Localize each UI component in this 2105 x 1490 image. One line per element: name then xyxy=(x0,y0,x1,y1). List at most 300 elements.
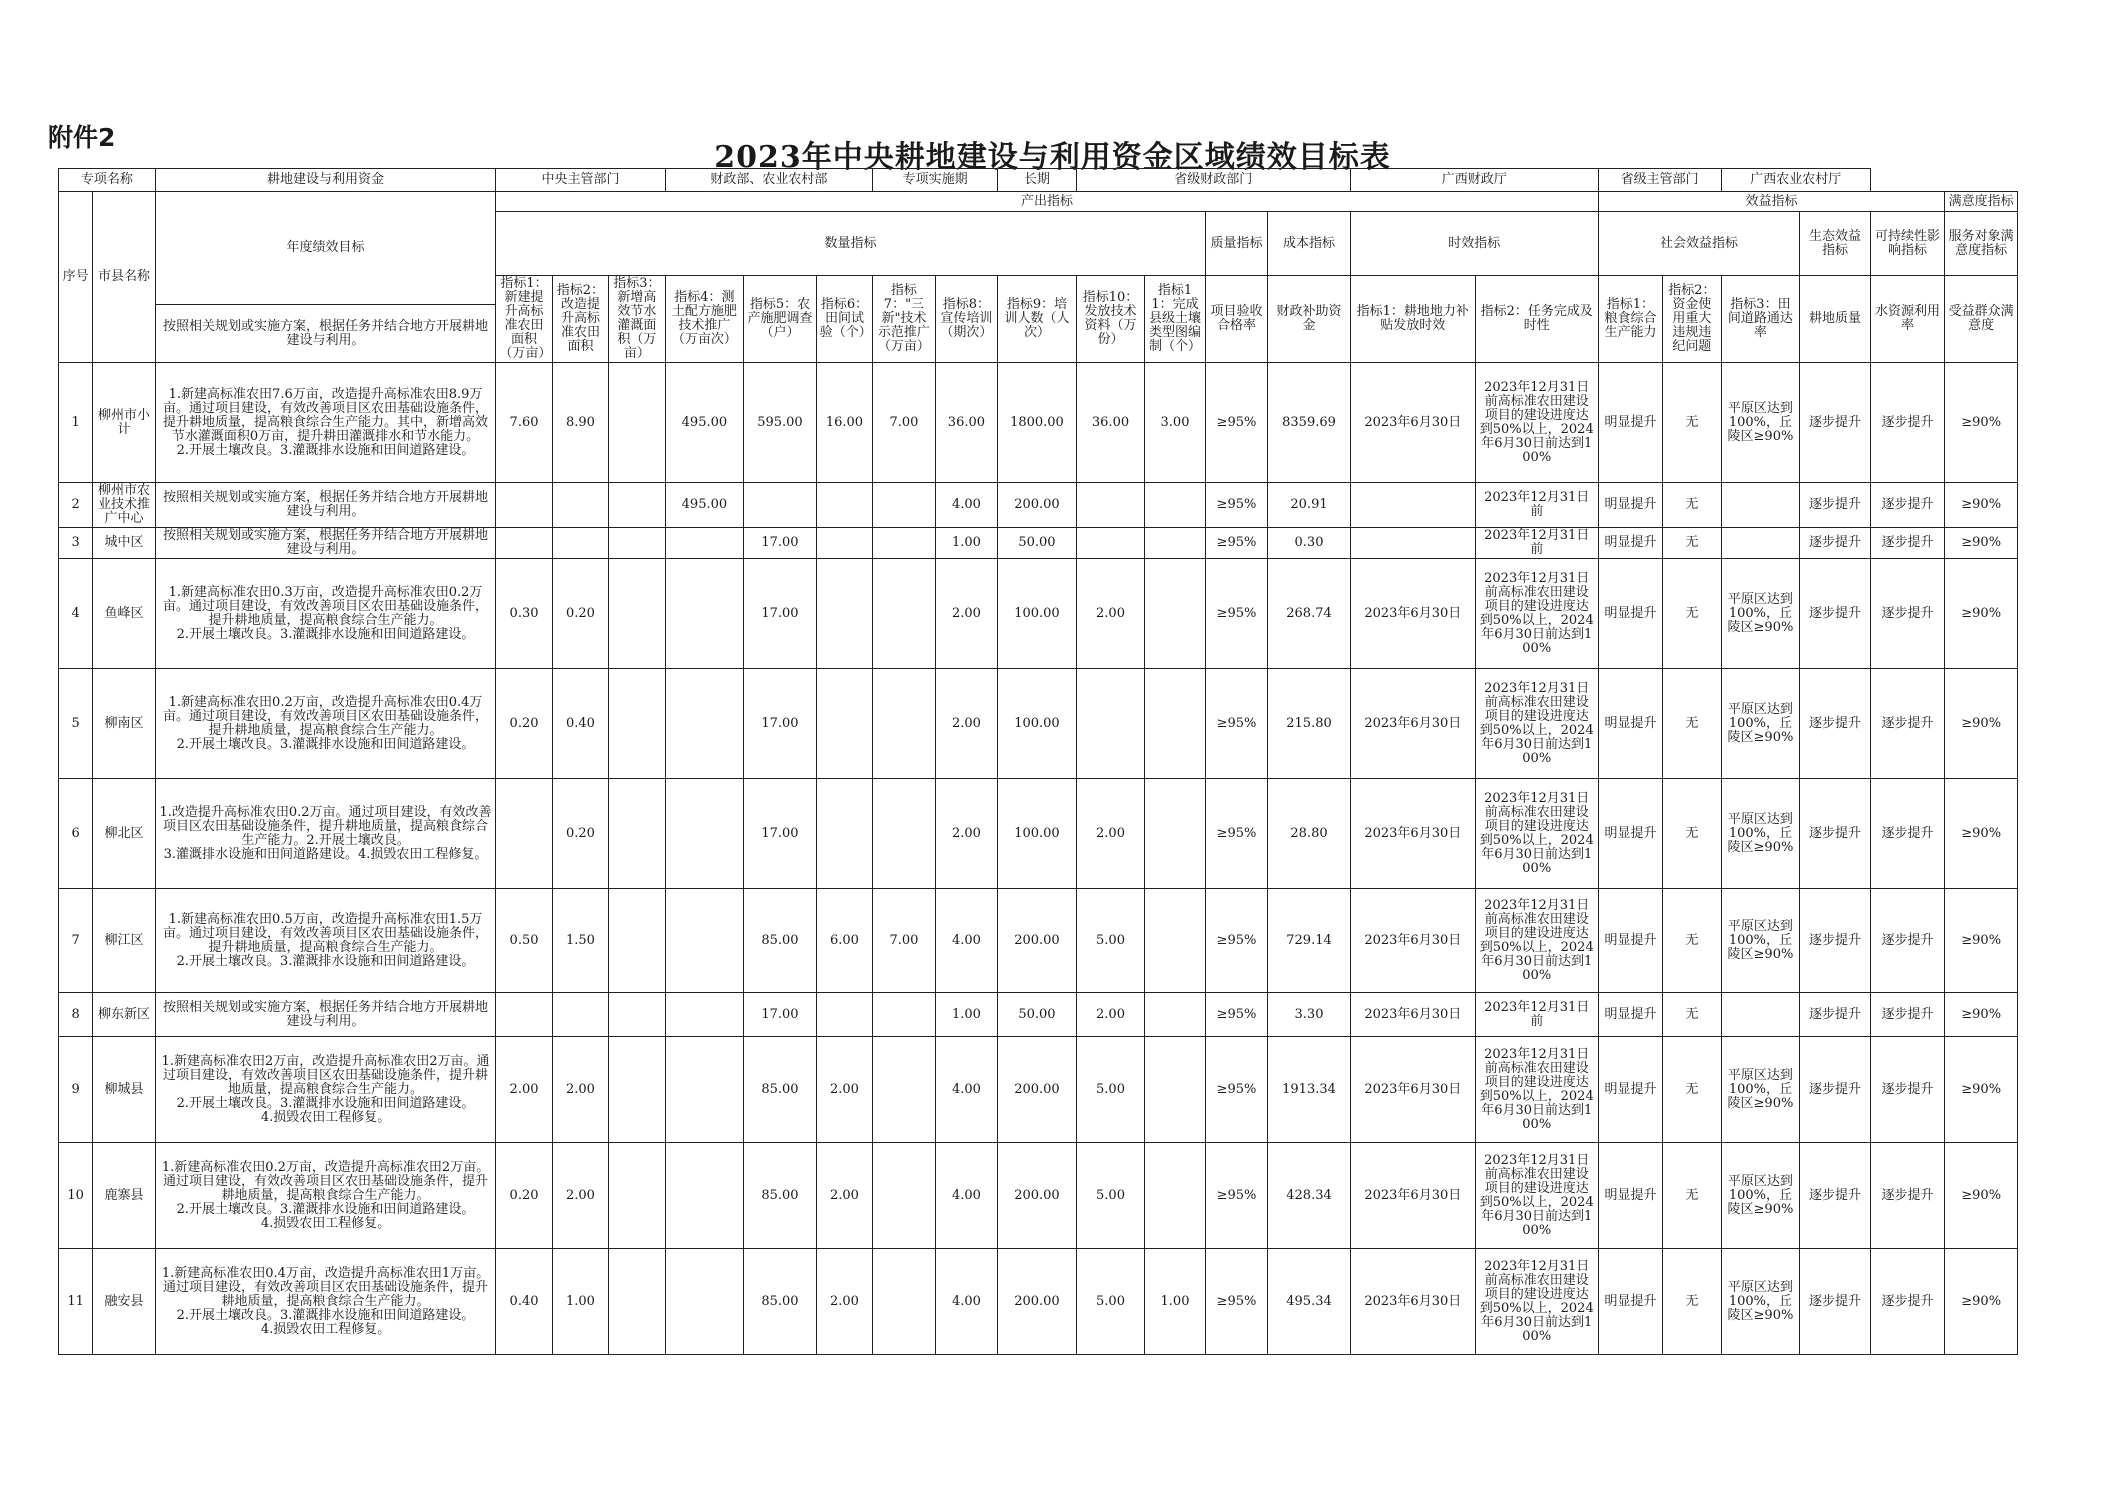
row-seq: 6 xyxy=(59,779,93,889)
row-social2: 无 xyxy=(1663,669,1721,779)
row-social3: 平原区达到100%，丘陵区≥90% xyxy=(1721,779,1800,889)
row-seq: 1 xyxy=(59,363,93,483)
table-row xyxy=(59,779,2018,889)
quantity-header: 数量指标 xyxy=(496,212,1205,276)
row-ind6 xyxy=(816,483,872,528)
cost-ind-header: 财政补助资金 xyxy=(1268,276,1351,363)
row-ind1: 0.30 xyxy=(496,559,552,669)
row-ind10: 5.00 xyxy=(1076,889,1145,993)
row-ind3 xyxy=(609,1249,665,1355)
row-ind3 xyxy=(609,528,665,559)
row-ind8: 4.00 xyxy=(935,1143,997,1249)
row-ind4 xyxy=(665,1037,744,1143)
row-time2: 2023年12月31日前高标准农田建设项目的建设进度达到50%以上，2024年6月30日前达到100% xyxy=(1475,1143,1598,1249)
row-quality: ≥95% xyxy=(1205,363,1267,483)
row-ind2: 8.90 xyxy=(552,363,608,483)
page-title: 2023年中央耕地建设与利用资金区域绩效目标表 xyxy=(714,140,1391,175)
row-goal: 1.新建高标准农田0.2万亩，改造提升高标准农田2万亩。通过项目建设，有效改善项目区农田基础设施条件，提升耕地质量，提高粮食综合生产能力。 2.开展土壤改良。3.灌溉排水设施和田间道路建设。 4.损毁农田工程修复。 xyxy=(155,1143,496,1249)
row-time1: 2023年6月30日 xyxy=(1350,1143,1475,1249)
row-ind6 xyxy=(816,528,872,559)
row-goal: 按照相关规划或实施方案，根据任务并结合地方开展耕地建设与利用。 xyxy=(155,528,496,559)
period: 长期 xyxy=(998,169,1077,192)
row-county: 融安县 xyxy=(93,1249,155,1355)
service-ind-header: 受益群众满意度 xyxy=(1945,276,2018,363)
row-satisfaction: ≥90% xyxy=(1945,889,2018,993)
row-goal: 1.改造提升高标准农田0.2万亩。通过项目建设，有效改善项目区农田基础设施条件，提升耕地质量，提高粮食综合生产能力。2.开展土壤改良。 3.灌溉排水设施和田间道路建设。4.损毁农田工程修复。 xyxy=(155,779,496,889)
row-ind8: 4.00 xyxy=(935,1249,997,1355)
row-time2: 2023年12月31日前高标准农田建设项目的建设进度达到50%以上，2024年6月30日前达到100% xyxy=(1475,1249,1598,1355)
row-ind2 xyxy=(552,993,608,1037)
row-social3: 平原区达到100%，丘陵区≥90% xyxy=(1721,1143,1800,1249)
row-ind10: 5.00 xyxy=(1076,1037,1145,1143)
row-ind5: 85.00 xyxy=(744,1037,817,1143)
row-goal: 1.新建高标准农田0.5万亩，改造提升高标准农田1.5万亩。通过项目建设，有效改善项目区农田基础设施条件，提升耕地质量，提高粮食综合生产能力。 2.开展土壤改良。3.灌溉排水设施和田间道路建设。 xyxy=(155,889,496,993)
row-goal: 1.新建高标准农田0.4万亩，改造提升高标准农田1万亩。通过项目建设，有效改善项目区农田基础设施条件，提升耕地质量，提高粮食综合生产能力。 2.开展土壤改良。3.灌溉排水设施和田间道路建设。 4.损毁农田工程修复。 xyxy=(155,1249,496,1355)
row-ind6: 2.00 xyxy=(816,1249,872,1355)
quality-header: 质量指标 xyxy=(1205,212,1267,276)
row-time2: 2023年12月31日前 xyxy=(1475,993,1598,1037)
row-social2: 无 xyxy=(1663,993,1721,1037)
row-ind1: 7.60 xyxy=(496,363,552,483)
row-ind8: 4.00 xyxy=(935,1037,997,1143)
row-county: 柳南区 xyxy=(93,669,155,779)
row-seq: 2 xyxy=(59,483,93,528)
quality-ind-header: 项目验收合格率 xyxy=(1205,276,1267,363)
row-ind5: 17.00 xyxy=(744,779,817,889)
row-cost: 428.34 xyxy=(1268,1143,1351,1249)
prov-finance-label: 省级财政部门 xyxy=(1076,169,1350,192)
row-ind4: 495.00 xyxy=(665,483,744,528)
row-ind9: 200.00 xyxy=(998,889,1077,993)
row-satisfaction: ≥90% xyxy=(1945,993,2018,1037)
row-county: 柳州市小计 xyxy=(93,363,155,483)
row-ind6: 2.00 xyxy=(816,1143,872,1249)
row-ind11: 1.00 xyxy=(1145,1249,1205,1355)
project-name-label: 专项名称 xyxy=(59,169,156,192)
row-social1: 明显提升 xyxy=(1598,483,1662,528)
row-county: 柳江区 xyxy=(93,889,155,993)
row-time1: 2023年6月30日 xyxy=(1350,363,1475,483)
row-time1: 2023年6月30日 xyxy=(1350,669,1475,779)
row-ind3 xyxy=(609,889,665,993)
ind6-header: 指标6：田间试验（个） xyxy=(816,276,872,363)
row-ind2: 0.20 xyxy=(552,559,608,669)
goal-header: 年度绩效目标 xyxy=(155,192,496,305)
ind1-header: 指标1：新建提升高标准农田面积（万亩） xyxy=(496,276,552,363)
timeliness-header: 时效指标 xyxy=(1350,212,1598,276)
row-ind9: 50.00 xyxy=(998,528,1077,559)
row-social2: 无 xyxy=(1663,559,1721,669)
row-time2: 2023年12月31日前高标准农田建设项目的建设进度达到50%以上，2024年6月30日前达到100% xyxy=(1475,669,1598,779)
row-satisfaction: ≥90% xyxy=(1945,363,2018,483)
row-ind7 xyxy=(873,483,935,528)
row-county: 柳城县 xyxy=(93,1037,155,1143)
service-header: 服务对象满意度指标 xyxy=(1945,212,2018,276)
social-header: 社会效益指标 xyxy=(1598,212,1800,276)
row-cost: 495.34 xyxy=(1268,1249,1351,1355)
row-sustainable: 逐步提升 xyxy=(1870,363,1945,483)
row-ind7 xyxy=(873,779,935,889)
row-quality: ≥95% xyxy=(1205,1143,1267,1249)
row-cost: 215.80 xyxy=(1268,669,1351,779)
row-ind2: 2.00 xyxy=(552,1143,608,1249)
row-ind2: 0.20 xyxy=(552,779,608,889)
row-social2: 无 xyxy=(1663,1249,1721,1355)
row-goal: 1.新建高标准农田2万亩，改造提升高标准农田2万亩。通过项目建设，有效改善项目区农田基础设施条件，提升耕地质量，提高粮食综合生产能力。 2.开展土壤改良。3.灌溉排水设施和田间道路建设。 4.损毁农田工程修复。 xyxy=(155,1037,496,1143)
row-cost: 3.30 xyxy=(1268,993,1351,1037)
satisfaction-header: 满意度指标 xyxy=(1945,192,2018,212)
row-quality: ≥95% xyxy=(1205,993,1267,1037)
row-time2: 2023年12月31日前高标准农田建设项目的建设进度达到50%以上，2024年6月30日前达到100% xyxy=(1475,363,1598,483)
row-ind4 xyxy=(665,528,744,559)
row-ind11 xyxy=(1145,1037,1205,1143)
row-ind9: 200.00 xyxy=(998,1037,1077,1143)
row-ind11 xyxy=(1145,779,1205,889)
table-row xyxy=(59,1249,2018,1355)
row-cost: 268.74 xyxy=(1268,559,1351,669)
social-ind2-header: 指标2：资金使用重大违规违纪问题 xyxy=(1663,276,1721,363)
row-ind3 xyxy=(609,1037,665,1143)
row-cost: 28.80 xyxy=(1268,779,1351,889)
row-quality: ≥95% xyxy=(1205,1249,1267,1355)
row-sustainable: 逐步提升 xyxy=(1870,993,1945,1037)
row-ecological: 逐步提升 xyxy=(1800,889,1871,993)
row-time2: 2023年12月31日前 xyxy=(1475,483,1598,528)
cost-header: 成本指标 xyxy=(1268,212,1351,276)
row-ind9: 200.00 xyxy=(998,483,1077,528)
sustain-ind-header: 水资源利用率 xyxy=(1870,276,1945,363)
row-social1: 明显提升 xyxy=(1598,1037,1662,1143)
row-social3: 平原区达到100%，丘陵区≥90% xyxy=(1721,889,1800,993)
row-ecological: 逐步提升 xyxy=(1800,363,1871,483)
row-ind5 xyxy=(744,483,817,528)
row-ind10 xyxy=(1076,483,1145,528)
row-ecological: 逐步提升 xyxy=(1800,779,1871,889)
row-time2: 2023年12月31日前高标准农田建设项目的建设进度达到50%以上，2024年6月30日前达到100% xyxy=(1475,559,1598,669)
row-ecological: 逐步提升 xyxy=(1800,559,1871,669)
row-ind9: 100.00 xyxy=(998,559,1077,669)
row-ind1 xyxy=(496,993,552,1037)
row-quality: ≥95% xyxy=(1205,483,1267,528)
row-ind1 xyxy=(496,483,552,528)
seq-header: 序号 xyxy=(59,192,93,363)
row-social1: 明显提升 xyxy=(1598,889,1662,993)
row-time2: 2023年12月31日前高标准农田建设项目的建设进度达到50%以上，2024年6月30日前达到100% xyxy=(1475,1037,1598,1143)
row-ind10 xyxy=(1076,669,1145,779)
row-time1 xyxy=(1350,483,1475,528)
row-social2: 无 xyxy=(1663,889,1721,993)
row-time1: 2023年6月30日 xyxy=(1350,779,1475,889)
row-social2: 无 xyxy=(1663,1037,1721,1143)
prov-dept-label: 省级主管部门 xyxy=(1598,169,1721,192)
row-seq: 10 xyxy=(59,1143,93,1249)
row-ind5: 17.00 xyxy=(744,669,817,779)
row-ind2: 1.50 xyxy=(552,889,608,993)
row-social2: 无 xyxy=(1663,363,1721,483)
row-county: 柳北区 xyxy=(93,779,155,889)
row-ind7 xyxy=(873,993,935,1037)
row-county: 鹿寨县 xyxy=(93,1143,155,1249)
ecological-header: 生态效益指标 xyxy=(1800,212,1871,276)
row-ind9: 100.00 xyxy=(998,669,1077,779)
header-row-1 xyxy=(59,192,2018,212)
row-county: 城中区 xyxy=(93,528,155,559)
performance-table xyxy=(58,168,2018,1355)
row-cost: 8359.69 xyxy=(1268,363,1351,483)
row-cost: 729.14 xyxy=(1268,889,1351,993)
row-ind5: 17.00 xyxy=(744,993,817,1037)
row-ind7: 7.00 xyxy=(873,889,935,993)
goal-general: 按照相关规划或实施方案，根据任务并结合地方开展耕地建设与利用。 xyxy=(155,305,496,363)
row-satisfaction: ≥90% xyxy=(1945,483,2018,528)
row-ind6 xyxy=(816,993,872,1037)
row-ind8: 2.00 xyxy=(935,779,997,889)
row-ind2: 2.00 xyxy=(552,1037,608,1143)
central-dept-label: 中央主管部门 xyxy=(496,169,665,192)
row-county: 柳东新区 xyxy=(93,993,155,1037)
row-sustainable: 逐步提升 xyxy=(1870,483,1945,528)
social-ind1-header: 指标1：粮食综合生产能力 xyxy=(1598,276,1662,363)
row-satisfaction: ≥90% xyxy=(1945,559,2018,669)
table-row xyxy=(59,528,2018,559)
row-ind4 xyxy=(665,669,744,779)
row-ind10 xyxy=(1076,528,1145,559)
row-satisfaction: ≥90% xyxy=(1945,1037,2018,1143)
row-goal: 按照相关规划或实施方案，根据任务并结合地方开展耕地建设与利用。 xyxy=(155,993,496,1037)
row-ind1: 0.20 xyxy=(496,669,552,779)
project-name: 耕地建设与利用资金 xyxy=(155,169,496,192)
row-social1: 明显提升 xyxy=(1598,669,1662,779)
row-social3: 平原区达到100%，丘陵区≥90% xyxy=(1721,363,1800,483)
row-ind11 xyxy=(1145,889,1205,993)
row-social3: 平原区达到100%，丘陵区≥90% xyxy=(1721,559,1800,669)
row-ind8: 4.00 xyxy=(935,483,997,528)
row-seq: 11 xyxy=(59,1249,93,1355)
row-time1 xyxy=(1350,528,1475,559)
row-goal: 按照相关规划或实施方案，根据任务并结合地方开展耕地建设与利用。 xyxy=(155,483,496,528)
row-ind3 xyxy=(609,483,665,528)
row-social1: 明显提升 xyxy=(1598,363,1662,483)
row-ind2 xyxy=(552,483,608,528)
row-social1: 明显提升 xyxy=(1598,1143,1662,1249)
table-row xyxy=(59,1037,2018,1143)
row-ind10: 2.00 xyxy=(1076,993,1145,1037)
row-time1: 2023年6月30日 xyxy=(1350,889,1475,993)
row-ecological: 逐步提升 xyxy=(1800,483,1871,528)
row-ind3 xyxy=(609,559,665,669)
row-ind3 xyxy=(609,993,665,1037)
row-ind3 xyxy=(609,779,665,889)
row-ind2 xyxy=(552,528,608,559)
row-social1: 明显提升 xyxy=(1598,779,1662,889)
row-goal: 1.新建高标准农田7.6万亩，改造提升高标准农田8.9万亩。通过项目建设，有效改善项目区农田基础设施条件，提升耕地质量，提高粮食综合生产能力。其中，新增高效节水灌溉面积0万亩，提升耕田灌溉排水和节水能力。 2.开展土壤改良。3.灌溉排水设施和田间道路建设。 xyxy=(155,363,496,483)
row-seq: 5 xyxy=(59,669,93,779)
row-social3: 平原区达到100%，丘陵区≥90% xyxy=(1721,1037,1800,1143)
row-quality: ≥95% xyxy=(1205,669,1267,779)
ind11-header: 指标11：完成县级土壤类型图编制（个） xyxy=(1145,276,1205,363)
central-dept: 财政部、农业农村部 xyxy=(665,169,873,192)
row-social3 xyxy=(1721,528,1800,559)
row-ind6: 2.00 xyxy=(816,1037,872,1143)
row-ind11 xyxy=(1145,528,1205,559)
row-ind11 xyxy=(1145,559,1205,669)
row-ind5: 85.00 xyxy=(744,889,817,993)
row-ind4 xyxy=(665,1249,744,1355)
row-seq: 4 xyxy=(59,559,93,669)
row-ind9: 200.00 xyxy=(998,1143,1077,1249)
row-ind10: 2.00 xyxy=(1076,559,1145,669)
row-ind3 xyxy=(609,363,665,483)
row-ind5: 85.00 xyxy=(744,1143,817,1249)
ind5-header: 指标5：农产施肥调查（户） xyxy=(744,276,817,363)
row-time1: 2023年6月30日 xyxy=(1350,559,1475,669)
row-ind10: 36.00 xyxy=(1076,363,1145,483)
row-ind3 xyxy=(609,1143,665,1249)
row-social2: 无 xyxy=(1663,779,1721,889)
row-social1: 明显提升 xyxy=(1598,1249,1662,1355)
period-label: 专项实施期 xyxy=(873,169,998,192)
row-social3: 平原区达到100%，丘陵区≥90% xyxy=(1721,1249,1800,1355)
row-quality: ≥95% xyxy=(1205,1037,1267,1143)
row-quality: ≥95% xyxy=(1205,889,1267,993)
table-row xyxy=(59,993,2018,1037)
row-sustainable: 逐步提升 xyxy=(1870,1249,1945,1355)
row-ind8: 1.00 xyxy=(935,993,997,1037)
row-ind9: 100.00 xyxy=(998,779,1077,889)
row-ind4: 495.00 xyxy=(665,363,744,483)
row-social2: 无 xyxy=(1663,483,1721,528)
table-row xyxy=(59,669,2018,779)
row-sustainable: 逐步提升 xyxy=(1870,1037,1945,1143)
row-sustainable: 逐步提升 xyxy=(1870,559,1945,669)
row-ind7: 7.00 xyxy=(873,363,935,483)
sustainable-header: 可持续性影响指标 xyxy=(1870,212,1945,276)
row-social3 xyxy=(1721,993,1800,1037)
row-social3: 平原区达到100%，丘陵区≥90% xyxy=(1721,669,1800,779)
ind7-header: 指标7："三新"技术示范推广（万亩） xyxy=(873,276,935,363)
row-sustainable: 逐步提升 xyxy=(1870,889,1945,993)
row-ind4 xyxy=(665,889,744,993)
info-row xyxy=(59,169,2018,192)
row-sustainable: 逐步提升 xyxy=(1870,1143,1945,1249)
row-satisfaction: ≥90% xyxy=(1945,1143,2018,1249)
row-ind9: 1800.00 xyxy=(998,363,1077,483)
row-social2: 无 xyxy=(1663,528,1721,559)
row-cost: 1913.34 xyxy=(1268,1037,1351,1143)
row-social1: 明显提升 xyxy=(1598,559,1662,669)
row-ecological: 逐步提升 xyxy=(1800,1249,1871,1355)
row-ind6 xyxy=(816,779,872,889)
row-ind7 xyxy=(873,669,935,779)
time-ind2-header: 指标2：任务完成及时性 xyxy=(1475,276,1598,363)
row-time1: 2023年6月30日 xyxy=(1350,993,1475,1037)
prov-dept: 广西农业农村厅 xyxy=(1721,169,1870,192)
table-row xyxy=(59,483,2018,528)
row-ind9: 50.00 xyxy=(998,993,1077,1037)
row-ind11 xyxy=(1145,669,1205,779)
row-ind8: 2.00 xyxy=(935,559,997,669)
row-ind2: 0.40 xyxy=(552,669,608,779)
row-ind8: 1.00 xyxy=(935,528,997,559)
row-ind11 xyxy=(1145,1143,1205,1249)
social-ind3-header: 指标3：田间道路通达率 xyxy=(1721,276,1800,363)
row-ind10: 5.00 xyxy=(1076,1249,1145,1355)
row-time1: 2023年6月30日 xyxy=(1350,1037,1475,1143)
table-row xyxy=(59,363,2018,483)
row-ind8: 36.00 xyxy=(935,363,997,483)
ind9-header: 指标9：培训人数（人次） xyxy=(998,276,1077,363)
table-row xyxy=(59,1143,2018,1249)
ind10-header: 指标10：发放技术资料（万份） xyxy=(1076,276,1145,363)
row-ind10: 5.00 xyxy=(1076,1143,1145,1249)
row-ind9: 200.00 xyxy=(998,1249,1077,1355)
row-social3 xyxy=(1721,483,1800,528)
row-goal: 1.新建高标准农田0.2万亩，改造提升高标准农田0.4万亩。通过项目建设，有效改善项目区农田基础设施条件，提升耕地质量，提高粮食综合生产能力。 2.开展土壤改良。3.灌溉排水设施和田间道路建设。 xyxy=(155,669,496,779)
row-ind7 xyxy=(873,559,935,669)
row-time2: 2023年12月31日前 xyxy=(1475,528,1598,559)
row-seq: 7 xyxy=(59,889,93,993)
row-ind10: 2.00 xyxy=(1076,779,1145,889)
row-sustainable: 逐步提升 xyxy=(1870,669,1945,779)
row-satisfaction: ≥90% xyxy=(1945,528,2018,559)
row-ind11 xyxy=(1145,483,1205,528)
row-ind5: 17.00 xyxy=(744,528,817,559)
row-time2: 2023年12月31日前高标准农田建设项目的建设进度达到50%以上，2024年6月30日前达到100% xyxy=(1475,889,1598,993)
row-ind1: 0.20 xyxy=(496,1143,552,1249)
row-county: 鱼峰区 xyxy=(93,559,155,669)
row-ind5: 17.00 xyxy=(744,559,817,669)
row-ind11: 3.00 xyxy=(1145,363,1205,483)
row-ind11 xyxy=(1145,993,1205,1037)
prov-finance: 广西财政厅 xyxy=(1350,169,1598,192)
row-ecological: 逐步提升 xyxy=(1800,528,1871,559)
row-quality: ≥95% xyxy=(1205,779,1267,889)
table-row xyxy=(59,889,2018,993)
row-ind6: 6.00 xyxy=(816,889,872,993)
row-goal: 1.新建高标准农田0.3万亩，改造提升高标准农田0.2万亩。通过项目建设，有效改善项目区农田基础设施条件，提升耕地质量，提高粮食综合生产能力。 2.开展土壤改良。3.灌溉排水设施和田间道路建设。 xyxy=(155,559,496,669)
row-social1: 明显提升 xyxy=(1598,993,1662,1037)
benefit-header: 效益指标 xyxy=(1598,192,1945,212)
county-header: 市县名称 xyxy=(93,192,155,363)
row-ecological: 逐步提升 xyxy=(1800,669,1871,779)
row-ecological: 逐步提升 xyxy=(1800,993,1871,1037)
row-ind6: 16.00 xyxy=(816,363,872,483)
row-ind1: 0.40 xyxy=(496,1249,552,1355)
row-time2: 2023年12月31日前高标准农田建设项目的建设进度达到50%以上，2024年6月30日前达到100% xyxy=(1475,779,1598,889)
row-seq: 8 xyxy=(59,993,93,1037)
row-ind1: 2.00 xyxy=(496,1037,552,1143)
row-ecological: 逐步提升 xyxy=(1800,1037,1871,1143)
row-ind7 xyxy=(873,528,935,559)
row-ind4 xyxy=(665,993,744,1037)
eco-ind-header: 耕地质量 xyxy=(1800,276,1871,363)
row-ind7 xyxy=(873,1249,935,1355)
row-quality: ≥95% xyxy=(1205,528,1267,559)
row-cost: 0.30 xyxy=(1268,528,1351,559)
row-time1: 2023年6月30日 xyxy=(1350,1249,1475,1355)
row-quality: ≥95% xyxy=(1205,559,1267,669)
row-ecological: 逐步提升 xyxy=(1800,1143,1871,1249)
row-satisfaction: ≥90% xyxy=(1945,669,2018,779)
row-satisfaction: ≥90% xyxy=(1945,779,2018,889)
row-county: 柳州市农业技术推广中心 xyxy=(93,483,155,528)
row-social1: 明显提升 xyxy=(1598,528,1662,559)
time-ind1-header: 指标1：耕地地力补贴发放时效 xyxy=(1350,276,1475,363)
ind4-header: 指标4：测土配方施肥技术推广（万亩次） xyxy=(665,276,744,363)
row-ind7 xyxy=(873,1143,935,1249)
row-ind1: 0.50 xyxy=(496,889,552,993)
attachment-label: 附件2 xyxy=(48,123,116,152)
